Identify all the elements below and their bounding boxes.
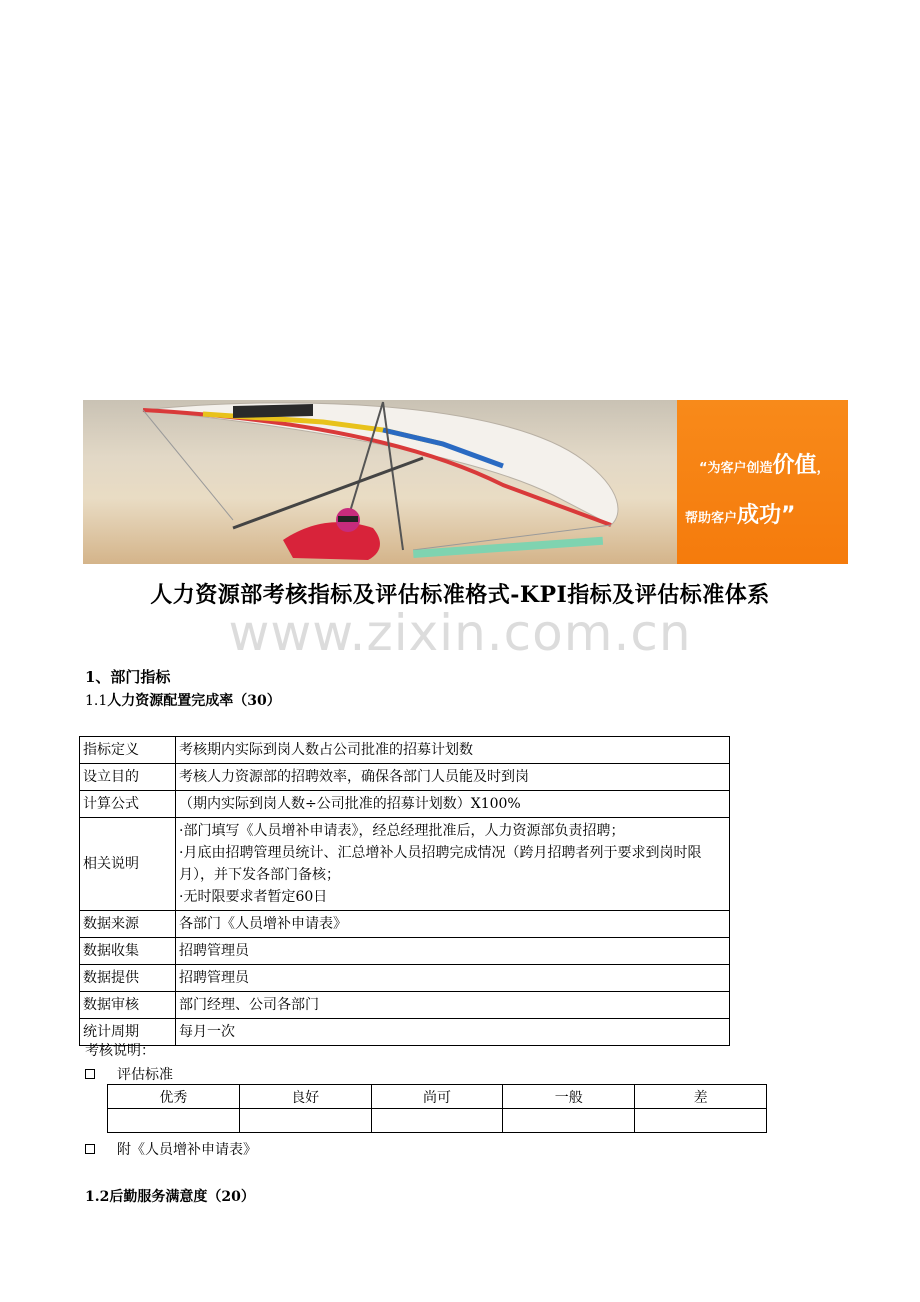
subsection-title: 人力资源配置完成率（30） xyxy=(107,693,281,709)
table-row xyxy=(80,911,730,938)
watermark: www.zixin.com.cn xyxy=(228,604,692,662)
row-value: 每月一次 xyxy=(176,1019,730,1046)
slogan-panel xyxy=(677,400,848,564)
row-label: 计算公式 xyxy=(80,791,176,818)
row-value: 各部门《人员增补申请表》 xyxy=(176,911,730,938)
square-bullet-icon xyxy=(85,1069,95,1079)
grade-header: 差 xyxy=(635,1085,767,1109)
table-row xyxy=(80,938,730,965)
related-note-1: ·部门填写《人员增补申请表》，经总经理批准后，人力资源部负责招聘； xyxy=(179,823,625,839)
table-row xyxy=(80,764,730,791)
evaluation-table xyxy=(107,1084,767,1133)
eval-standard-item xyxy=(85,1064,173,1084)
assessment-note: 考核说明： xyxy=(85,1043,155,1059)
table-row xyxy=(80,737,730,764)
row-label: 数据提供 xyxy=(80,965,176,992)
slogan-line-2-emphasis: 成功” xyxy=(737,503,796,528)
hang-glider-illustration xyxy=(83,400,677,564)
table-row xyxy=(80,965,730,992)
table-row xyxy=(80,992,730,1019)
kpi-table xyxy=(79,736,730,1046)
row-label: 统计周期 xyxy=(80,1019,176,1046)
slogan-line-2-prefix: 帮助客户 xyxy=(685,511,738,526)
grade-cell xyxy=(635,1109,767,1133)
grade-cell xyxy=(108,1109,240,1133)
row-label: 相关说明 xyxy=(80,818,176,911)
grade-header: 优秀 xyxy=(108,1085,240,1109)
grade-header: 良好 xyxy=(239,1085,371,1109)
eval-standard-label: 评估标准 xyxy=(117,1067,173,1083)
grade-cell xyxy=(239,1109,371,1133)
header-banner xyxy=(83,400,848,564)
row-label: 数据审核 xyxy=(80,992,176,1019)
row-label: 设立目的 xyxy=(80,764,176,791)
table-row xyxy=(80,791,730,818)
row-value: 招聘管理员 xyxy=(176,938,730,965)
row-value: 部门经理、公司各部门 xyxy=(176,992,730,1019)
related-note-3: ·无时限要求者暂定60日 xyxy=(179,889,328,905)
grade-header: 一般 xyxy=(503,1085,635,1109)
slogan-line-1-emphasis: 价值 xyxy=(772,453,817,478)
attachment-item xyxy=(85,1139,257,1159)
grade-cell xyxy=(503,1109,635,1133)
slogan-line-2 xyxy=(685,498,795,529)
row-value: 考核人力资源部的招聘效率，确保各部门人员能及时到岗 xyxy=(176,764,730,791)
document-title: 人力资源部考核指标及评估标准格式-KPI指标及评估标准体系 xyxy=(150,582,770,608)
table-row xyxy=(80,818,730,911)
table-row xyxy=(80,1019,730,1046)
subsection-title: 后勤服务满意度（20） xyxy=(109,1189,255,1205)
slogan-line-1-suffix: ， xyxy=(816,461,830,476)
subsection-number: 1.1 xyxy=(85,693,108,709)
subsection-number: 1.2 xyxy=(85,1189,110,1205)
slogan-line-1-prefix: “为客户创造 xyxy=(699,461,773,476)
subsection-heading xyxy=(85,690,281,710)
table-row xyxy=(108,1109,767,1133)
row-label: 数据来源 xyxy=(80,911,176,938)
row-value: （期内实际到岗人数÷公司批准的招募计划数）X100% xyxy=(176,791,730,818)
row-value: 考核期内实际到岗人数占公司批准的招募计划数 xyxy=(176,737,730,764)
attachment-label: 附《人员增补申请表》 xyxy=(117,1142,257,1158)
row-value: 招聘管理员 xyxy=(176,965,730,992)
grade-cell xyxy=(371,1109,503,1133)
table-row xyxy=(108,1085,767,1109)
grade-header: 尚可 xyxy=(371,1085,503,1109)
row-label: 指标定义 xyxy=(80,737,176,764)
subsection-heading-2 xyxy=(85,1186,255,1206)
slogan-line-1 xyxy=(699,448,830,479)
square-bullet-icon xyxy=(85,1144,95,1154)
related-note-2: ·月底由招聘管理员统计、汇总增补人员招聘完成情况（跨月招聘者列于要求到岗时限月），并下发各部门备核； xyxy=(179,845,702,883)
row-label: 数据收集 xyxy=(80,938,176,965)
row-value xyxy=(176,818,730,911)
hang-glider-photo xyxy=(83,400,677,564)
section-heading: 1、部门指标 xyxy=(85,668,171,686)
